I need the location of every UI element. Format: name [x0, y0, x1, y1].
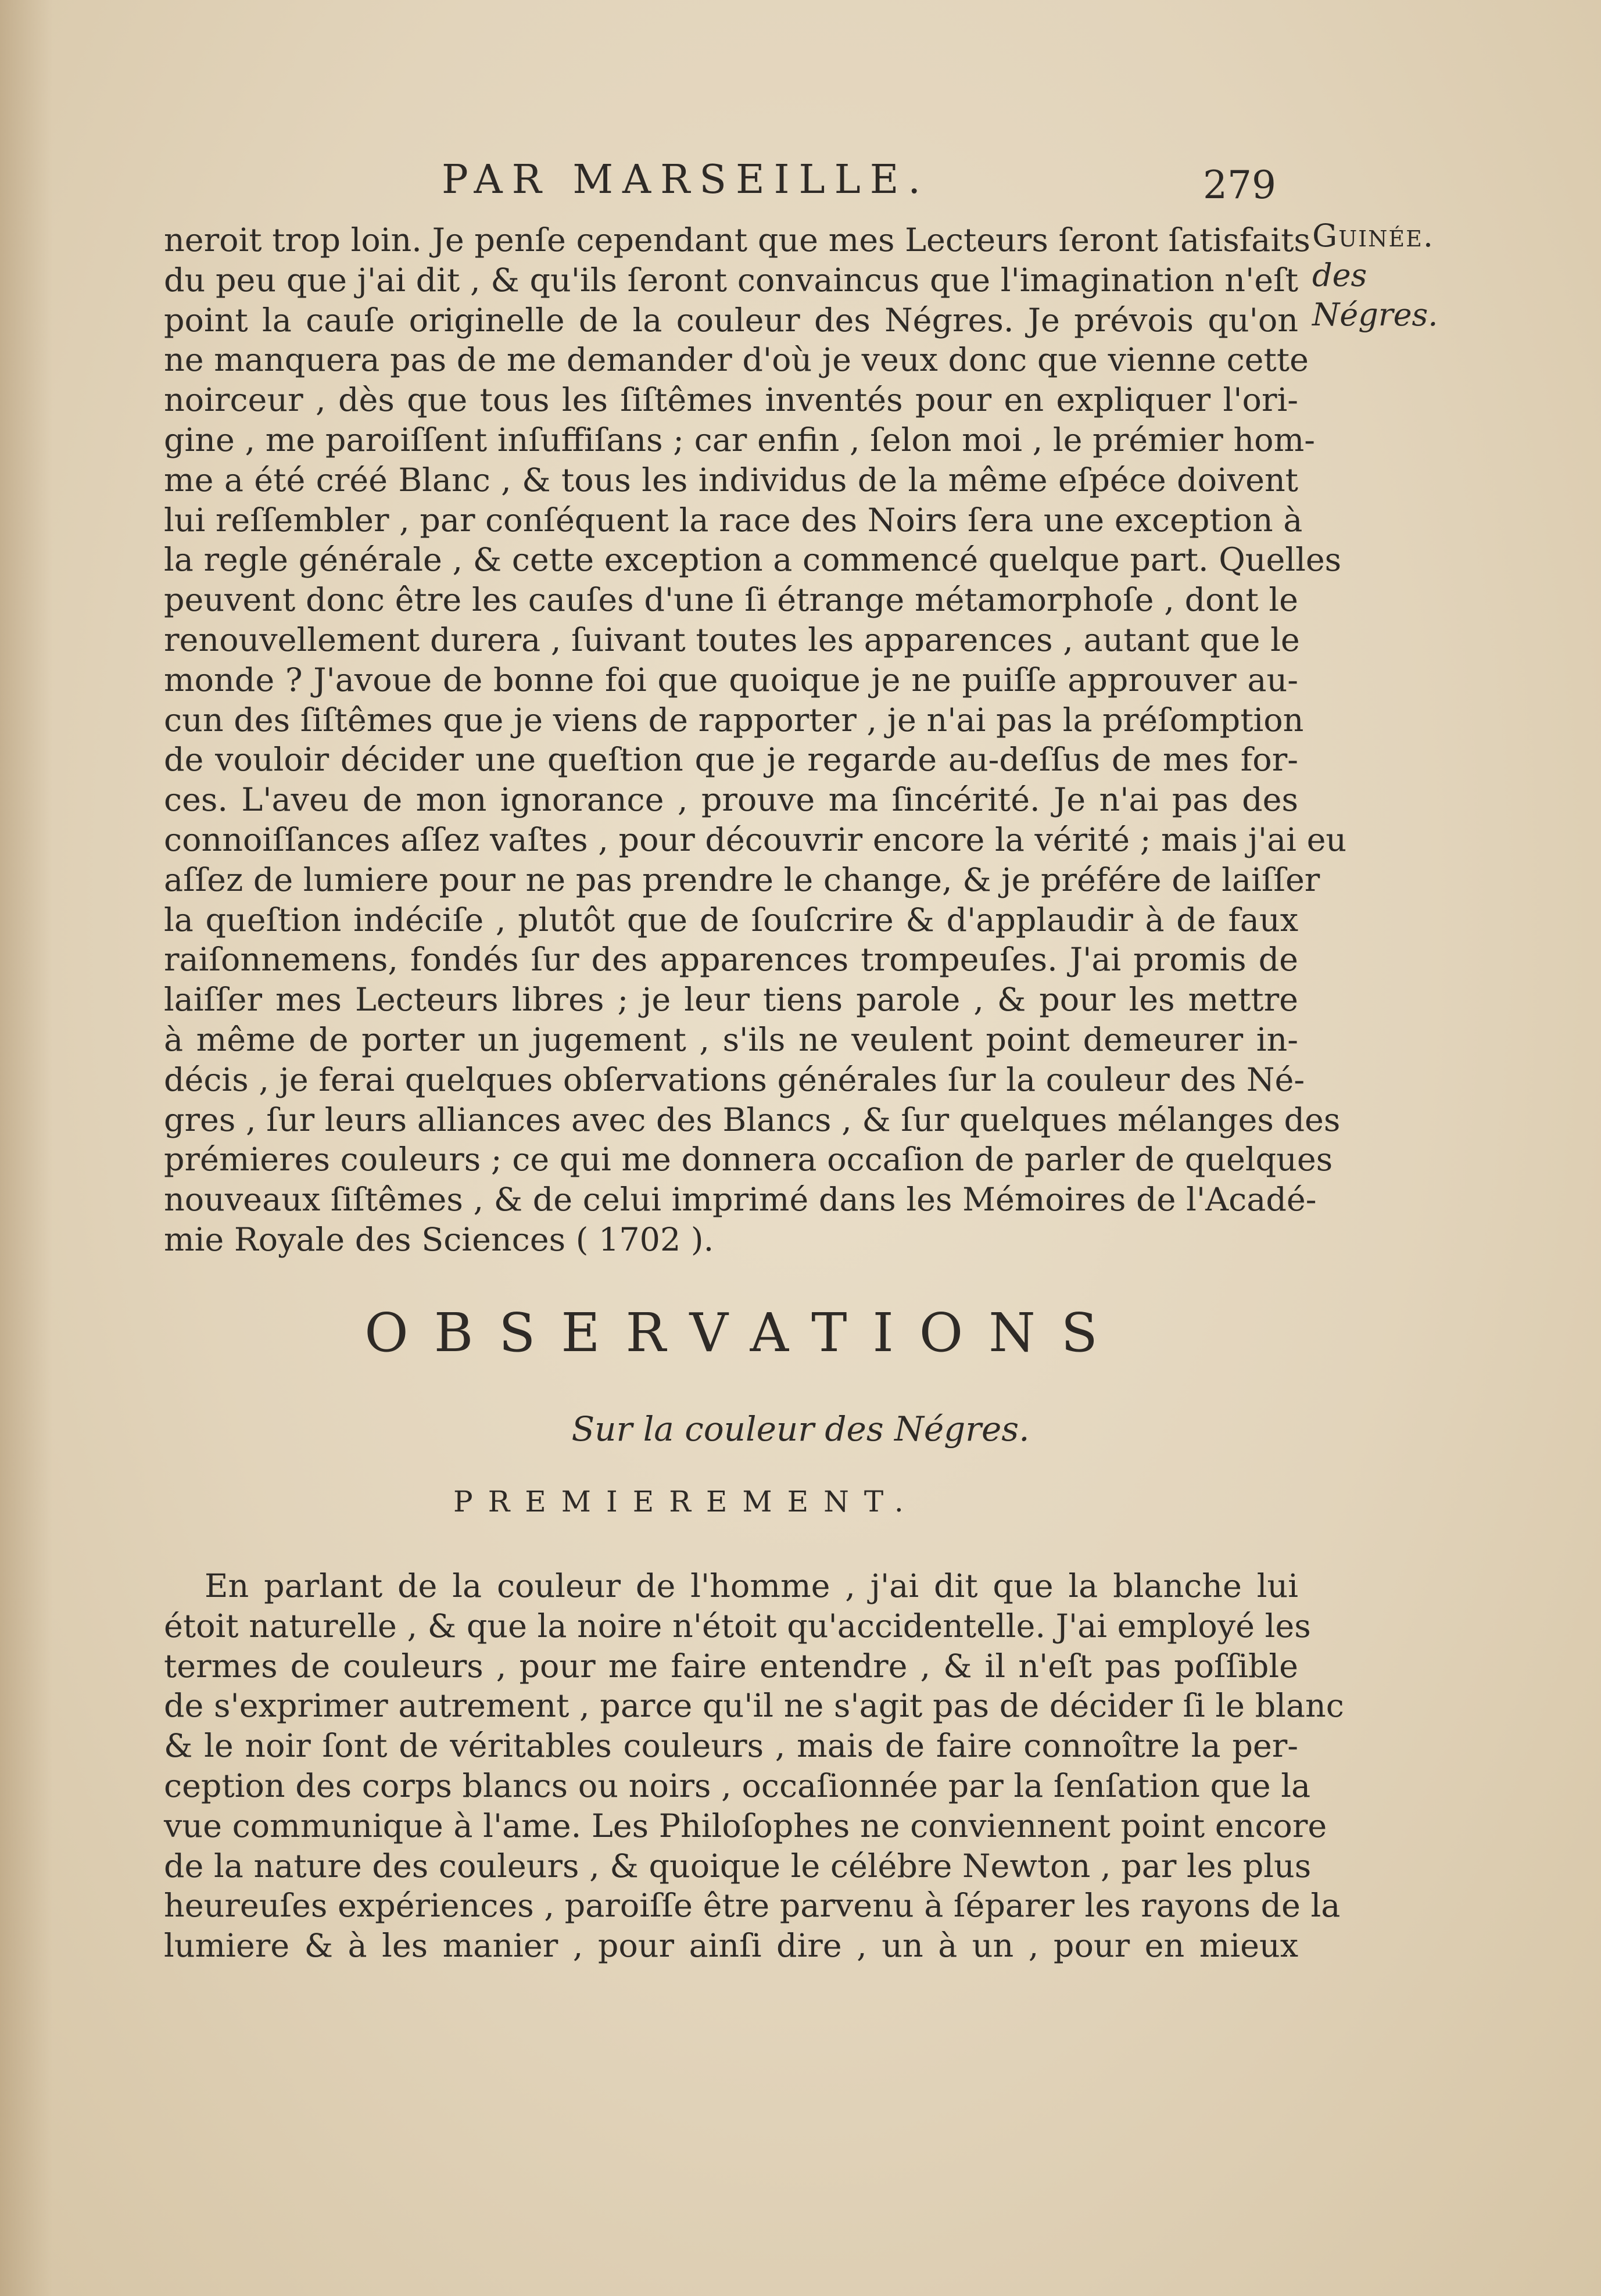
text-line: de la nature des couleurs , & quoique le célébre Newton , par les plus	[164, 1847, 1312, 1885]
text-line: lumiere & à les manier , pour ainſi dire , un à un , pour en mieux	[164, 1927, 1298, 1965]
text-line: nouveaux ſiſtêmes , & de celui imprimé dans les Mémoires de l'Acadé-	[164, 1181, 1317, 1219]
running-head: PAR MARSEILLE.	[442, 157, 930, 203]
text-line: du peu que j'ai dit , & qu'ils ſeront convaincus que l'imagination n'eſt	[164, 261, 1298, 299]
subsection-heading: PREMIEREMENT.	[453, 1485, 919, 1518]
text-line: ception des corps blancs ou noirs , occaſionnée par la ſenſation que la	[164, 1767, 1311, 1805]
text-line: aſſez de lumiere pour ne pas prendre le change, & je préfére de laiſſer	[164, 861, 1320, 899]
text-line: vue communique à l'ame. Les Philoſophes ne conviennent point encore	[164, 1807, 1327, 1845]
text-line: gine , me paroiſſent inſuffiſans ; car enfin , ſelon moi , le prémier hom-	[164, 421, 1315, 459]
text-line: la queſtion indéciſe , plutôt que de ſouſcrire & d'applaudir à de faux	[164, 901, 1298, 939]
margin-note-people: des Négres.	[1312, 257, 1438, 333]
text-line: décis , je ferai quelques obſervations générales ſur la couleur des Né-	[164, 1061, 1305, 1099]
text-line: à même de porter un jugement , s'ils ne veulent point demeurer in-	[164, 1020, 1298, 1059]
text-line: point la cauſe originelle de la couleur des Négres. Je prévois qu'on	[164, 301, 1298, 339]
text-line: mie Royale des Sciences ( 1702 ).	[164, 1220, 714, 1259]
margin-note-place: Guinée.	[1312, 217, 1435, 254]
text-line: cun des ſiſtêmes que je viens de rapporter , je n'ai pas la préſomption	[164, 701, 1304, 739]
section-subtitle: Sur la couleur des Négres.	[571, 1409, 1030, 1449]
text-line: connoiſſances aſſez vaſtes , pour découvrir encore la vérité ; mais j'ai eu	[164, 821, 1347, 859]
text-line: termes de couleurs , pour me faire entendre , & il n'eſt pas poſſible	[164, 1647, 1298, 1685]
text-line: lui reſſembler , par conſéquent la race des Noirs ſera une exception à	[164, 501, 1303, 539]
text-line: renouvellement durera , ſuivant toutes les apparences , autant que le	[164, 621, 1300, 659]
page-edge-shadow	[0, 0, 52, 2296]
paragraph-2	[164, 1567, 1344, 1967]
text-line: me a été créé Blanc , & tous les individus de la même eſpéce doivent	[164, 461, 1298, 499]
text-line: étoit naturelle , & que la noire n'étoit qu'accidentelle. J'ai employé les	[164, 1607, 1311, 1645]
text-line: raiſonnemens, fondés ſur des apparences trompeuſes. J'ai promis de	[164, 941, 1298, 979]
page-header	[0, 145, 1601, 215]
margin-note	[1312, 216, 1487, 335]
text-line: En parlant de la couleur de l'homme , j'ai dit que la blanche lui	[205, 1567, 1298, 1605]
text-line: prémieres couleurs ; ce qui me donnera occaſion de parler de quelques	[164, 1141, 1333, 1179]
text-line: ne manquera pas de me demander d'où je veux donc que vienne cette	[164, 341, 1309, 379]
page-number: 279	[1203, 163, 1276, 207]
text-line: noirceur , dès que tous les ſiſtêmes inventés pour en expliquer l'ori-	[164, 381, 1298, 420]
text-line: la regle générale , & cette exception a commencé quelque part. Quelles	[164, 541, 1342, 579]
paragraph-1	[164, 221, 1347, 1260]
text-line: monde ? J'avoue de bonne foi que quoique je ne puiſſe approuver au-	[164, 661, 1298, 699]
text-line: de vouloir décider une queſtion que je regarde au-deſſus de mes for-	[164, 741, 1298, 779]
section-heading: OBSERVATIONS	[364, 1302, 1123, 1364]
text-line: ces. L'aveu de mon ignorance , prouve ma ſincérité. Je n'ai pas des	[164, 781, 1298, 819]
text-line: gres , ſur leurs alliances avec des Blancs , & ſur quelques mélanges des	[164, 1101, 1341, 1139]
text-line: de s'exprimer autrement , parce qu'il ne s'agit pas de décider ſi le blanc	[164, 1687, 1344, 1725]
text-line: peuvent donc être les cauſes d'une ſi étrange métamorphoſe , dont le	[164, 581, 1298, 619]
text-line: laiſſer mes Lecteurs libres ; je leur tiens parole , & pour les mettre	[164, 981, 1298, 1019]
text-line: neroit trop loin. Je penſe cependant que mes Lecteurs ſeront ſatisfaits	[164, 221, 1310, 259]
text-line: heureuſes expériences , paroiſſe être parvenu à ſéparer les rayons de la	[164, 1887, 1341, 1925]
text-line: & le noir ſont de véritables couleurs , mais de faire connoître la per-	[164, 1727, 1298, 1765]
